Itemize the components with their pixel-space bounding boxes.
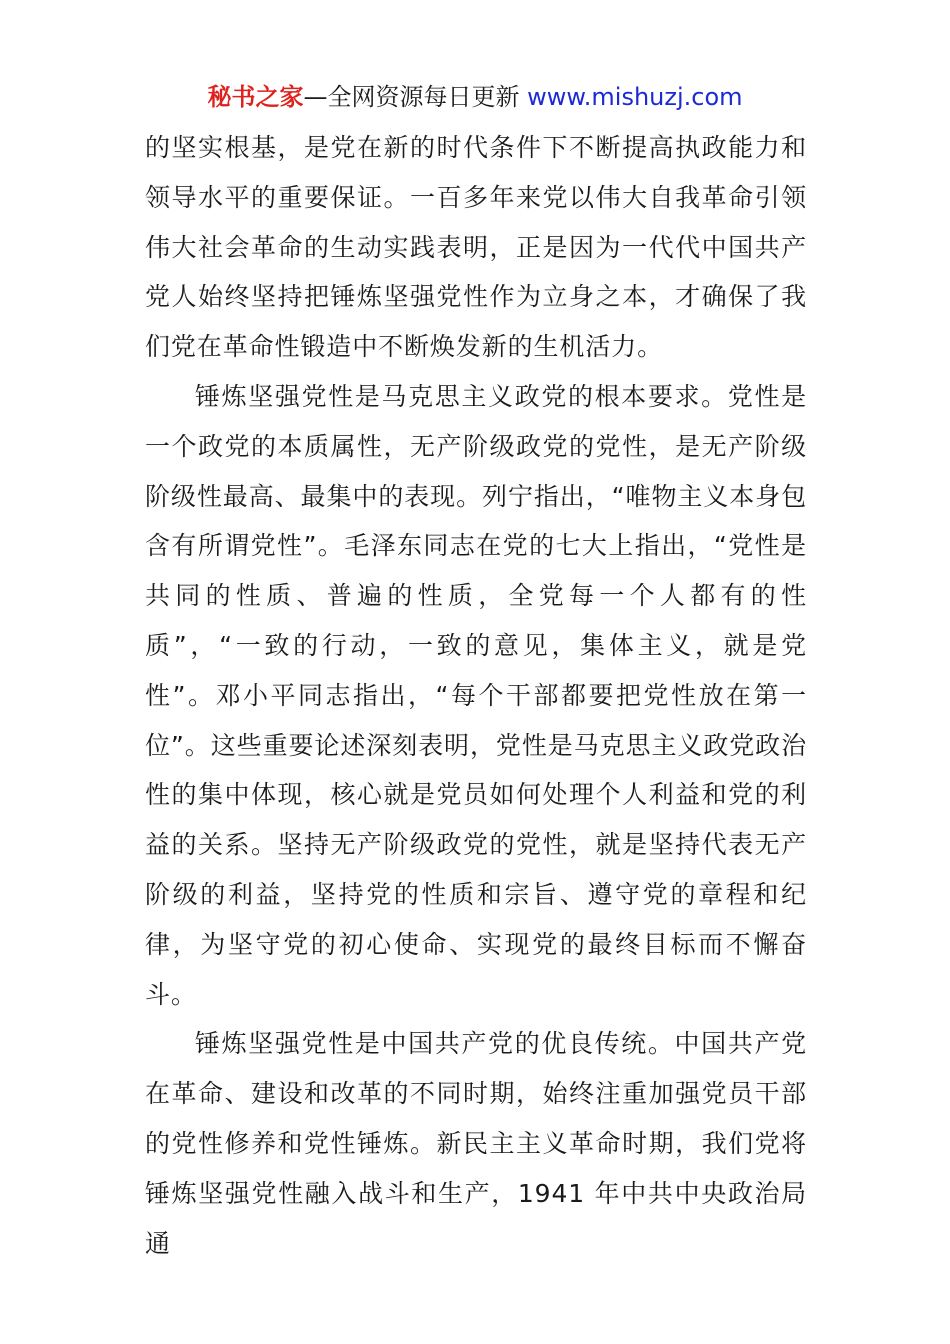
site-tagline: —全网资源每日更新 xyxy=(303,83,528,111)
paragraph: 锤炼坚强党性是中国共产党的优良传统。中国共产党在革命、建设和改革的不同时期，始终注重加强党员干部的党性修养和党性锤炼。新民主主义革命时期，我们党将锤炼坚强党性融入战斗和生产，1941 年中共中央政治局通 xyxy=(145,1029,807,1258)
site-url-link[interactable]: www.mishuzj.com xyxy=(527,83,743,111)
paragraph: 锤炼坚强党性是马克思主义政党的根本要求。党性是一个政党的本质属性，无产阶级政党的党性，是无产阶级阶级性最高、最集中的表现。列宁指出，“唯物主义本身包含有所谓党性”。毛泽东同志在党的七大上指出，“党性是共同的性质、普遍的性质，全党每一个人都有的性质”，“一致的行动，一致的意见，集体主义，就是党性”。邓小平同志指出，“每个干部都要把党性放在第一位”。这些重要论述深刻表明，党性是马克思主义政党政治性的集中体现，核心就是党员如何处理个人利益和党的利益的关系。坚持无产阶级政党的党性，就是坚持代表无产阶级的利益，坚持党的性质和宗旨、遵守党的章程和纪律，为坚守党的初心使命、实现党的最终目标而不懈奋斗。 xyxy=(145,381,807,1009)
site-header xyxy=(0,80,950,114)
paragraph-continued: 的坚实根基，是党在新的时代条件下不断提高执政能力和领导水平的重要保证。一百多年来党以伟大自我革命引领伟大社会革命的生动实践表明，正是因为一代代中国共产党人始终坚持把锤炼坚强党性作为立身之本，才确保了我们党在革命性锻造中不断焕发新的生机活力。 xyxy=(145,133,807,362)
site-brand: 秘书之家 xyxy=(207,83,304,111)
document-body xyxy=(145,123,807,1268)
